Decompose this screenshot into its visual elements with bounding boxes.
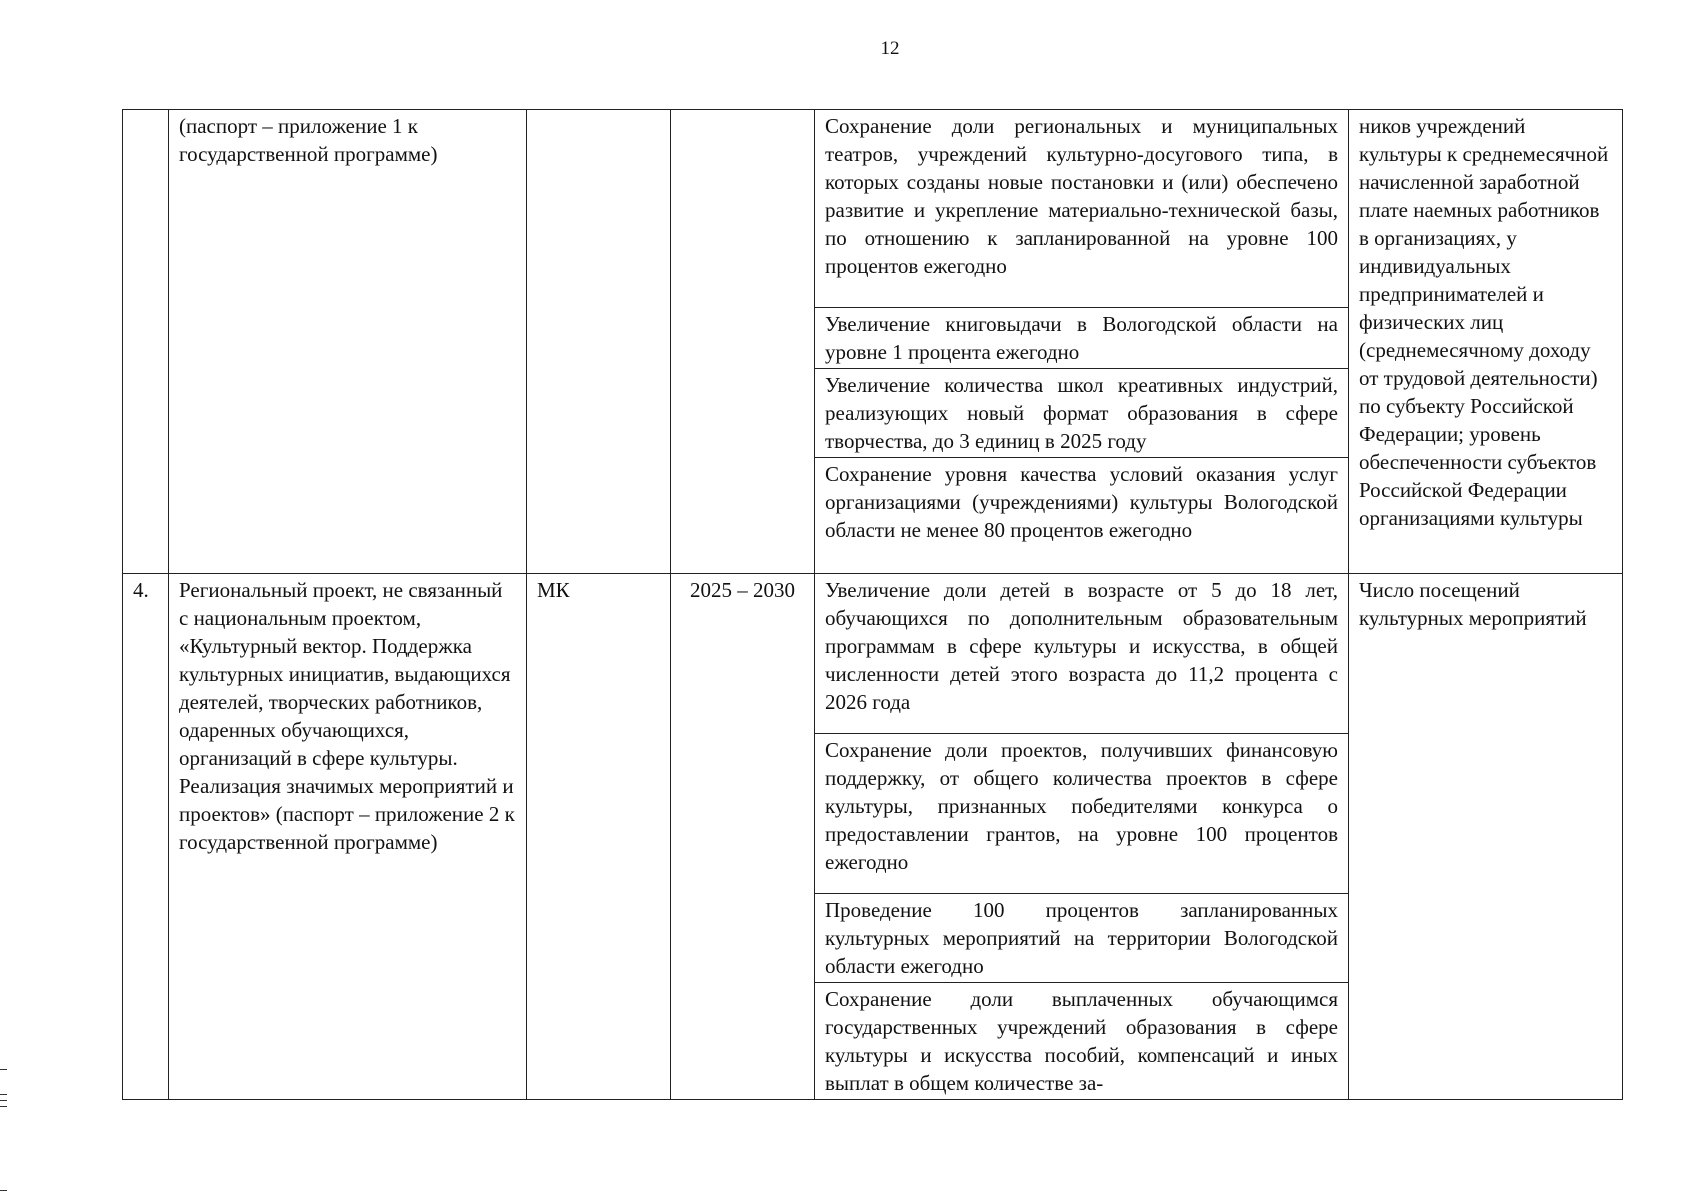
- scan-margin-mark: [0, 1190, 7, 1191]
- table-row: [123, 110, 1623, 308]
- task-cell: Сохранение уровня качества условий оказания услуг организациями (учреждениями) культуры Вологодской области не менее 80 процентов ежегодно: [815, 458, 1349, 574]
- task-cell: Увеличение количества школ креативных индустрий, реализующих новый формат образования в сфере творчества, до 3 единиц в 2025 году: [815, 369, 1349, 458]
- indicator-cell: ников учреждений культуры к среднемесячной начисленной заработной плате наемных работников в организациях, у индивидуальных предпринимателей и физических лиц (среднемесячному доходу от трудовой деятельности) по субъекту Российской Федерации; уровень обеспеченности субъектов Российской Федерации организациями культуры: [1349, 110, 1623, 574]
- indicator-cell: Число посещений культурных мероприятий: [1349, 574, 1623, 1100]
- responsible-cell: [527, 110, 671, 574]
- document-table: [122, 109, 1623, 1100]
- task-cell: Сохранение доли региональных и муниципальных театров, учреждений культурно-досугового типа, в которых созданы новые постановки и (или) обеспечено развитие и укрепление материально-технической базы, по отношению к запланированной на уровне 100 процентов ежегодно: [815, 110, 1349, 308]
- project-name-cell: (паспорт – приложение 1 к государственной программе): [169, 110, 527, 574]
- task-cell: Сохранение доли выплаченных обучающимся государственных учреждений образования в сфере культуры и искусства пособий, компенсаций и иных выплат в общем количестве за-: [815, 983, 1349, 1100]
- scan-margin-mark: [0, 1094, 7, 1095]
- page-number: 12: [880, 38, 900, 59]
- task-cell: Увеличение доли детей в возрасте от 5 до 18 лет, обучающихся по дополнительным образовательным программам в сфере культуры и искусства, в общей численности детей этого возраста до 11,2 процента с 2026 года: [815, 574, 1349, 734]
- table-row: [123, 574, 1623, 734]
- task-cell: Увеличение книговыдачи в Вологодской области на уровне 1 процента ежегодно: [815, 308, 1349, 369]
- project-name-cell: Региональный проект, не связанный с национальным проектом, «Культурный вектор. Поддержка культурных инициатив, выдающихся деятелей, творческих работников, одаренных обучающихся, организаций в сфере культуры. Реализация значимых мероприятий и проектов» (паспорт – приложение 2 к государственной программе): [169, 574, 527, 1100]
- task-cell: Сохранение доли проектов, получивших финансовую поддержку, от общего количества проектов в сфере культуры, признанных победителями конкурса о предоставлении грантов, на уровне 100 процентов ежегодно: [815, 734, 1349, 894]
- task-cell: Проведение 100 процентов запланированных культурных мероприятий на территории Вологодской области ежегодно: [815, 894, 1349, 983]
- period-cell: 2025 – 2030: [671, 574, 815, 1100]
- period-cell: [671, 110, 815, 574]
- responsible-cell: МК: [527, 574, 671, 1100]
- scan-margin-mark: [0, 1100, 7, 1101]
- row-number-cell: [123, 110, 169, 574]
- scan-margin-mark: [0, 1106, 7, 1107]
- row-number-cell: 4.: [123, 574, 169, 1100]
- scan-margin-mark: [0, 1069, 7, 1070]
